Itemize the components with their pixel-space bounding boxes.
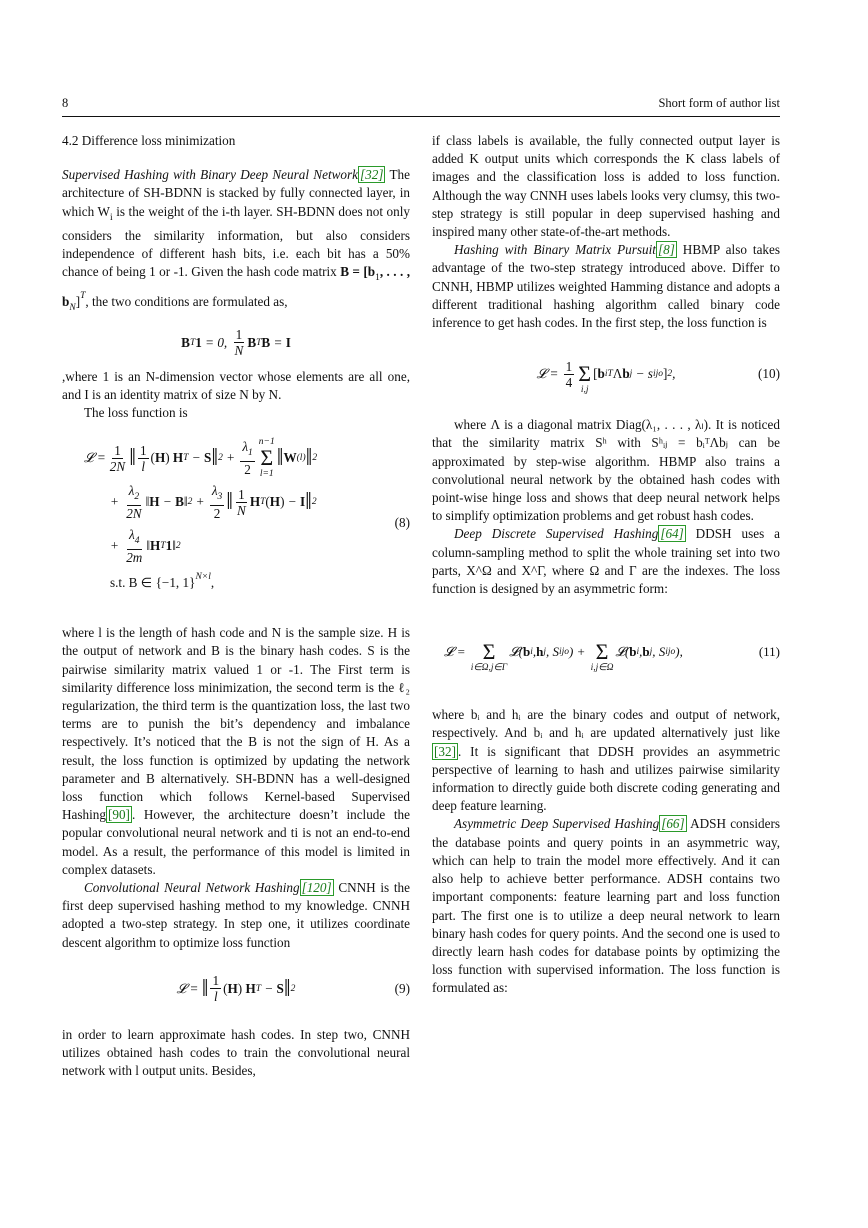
paragraph-ddsh: [432, 525, 780, 598]
paragraph-cnnh-step-two: in order to learn approximate hash codes. In step two, CNNH utilizes obtained hash codes to train the convolutional neural network with l output units. Besides,: [62, 1026, 410, 1079]
equation-number: (8): [394, 515, 410, 531]
citation-link[interactable]: [120]: [301, 880, 332, 896]
citation-link[interactable]: [64]: [660, 526, 684, 542]
equation-9: 𝓛 = ‖ $\frac{1}{l}$ ( H ) H T − S ‖ 2 (9): [176, 973, 410, 1005]
equation-11: 𝓛 = Σ i∈Ω,j∈Γ 𝓛( b i , h j , S ij o ) + Σ i,j∈Ω 𝓛( b i , b j , S ij o ), (11): [444, 639, 780, 674]
section-heading: 4.2 Difference loss minimization: [62, 133, 236, 148]
paragraph-hbmp-analysis: where Λ is a diagonal matrix Diag(λ₁, . . . , λₗ). It is noticed that the similarity matrix Sʰ with Sʰᵢⱼ = bᵢᵀΛbⱼ can be approximated by step-wise algorithm. HBMP also trains a convolutional neural network by the obtained hash codes with point-wise hinge loss and shows that deep neural network helps to simplify optimization problems and get robust hash codes.: [432, 417, 780, 524]
paragraph-text: CNNH is the first deep supervised hashing method to my knowledge. CNNH adopted a two-step strategy. In step one, it utilizes coordinate descent algorithm to optimize loss function: [62, 880, 410, 950]
method-title: Hashing with Binary Matrix Pursuit: [454, 242, 656, 258]
paragraph-text: is the weight of the i-th layer. SH-BDNN does not only considers the similarity information, but also considers independence of different hash bits, i.e. each bit has a 50% chance of being 1 or -1. Given the hash code matrix: [62, 203, 411, 280]
paragraph-definitions: ,where 1 is an N-dimension vector whose elements are all one, and I is an identity matrix of size N by N.: [62, 368, 410, 402]
method-title: Supervised Hashing with Binary Deep Neural Network: [62, 167, 358, 183]
math-inline: B = [b: [340, 264, 376, 280]
right-column: [432, 132, 780, 998]
paragraph-text: . It is significant that DDSH provides an asymmetric perspective of learning to hash and utilizes pairwise similarity information to directly guide both discrete coding generating and deep feature learning.: [432, 743, 780, 814]
running-title: Short form of author list: [658, 96, 780, 110]
paragraph-text: HBMP also takes advantage of the two-step strategy introduced above. Differ to CNNH, HBMP utilizes weighted Hamming distance and adopts a different traditional hashing algorithm called binary code inference to get hash codes. In the first step, the loss function is: [432, 242, 781, 331]
paragraph-loss-intro: The loss function is: [84, 405, 188, 421]
left-column: [62, 132, 410, 1081]
equation-8-constraint: s.t. B ∈ {−1, 1}$^{N\times l}$,: [110, 572, 215, 591]
paragraph-text: The architecture of SH-BDNN is stacked by fully connected layer, in which W: [62, 167, 411, 219]
paragraph-sh-bdnn: Supervised Hashing with Binary Deep Neural Network [32] The architecture of SH-BDNN is stacked by fully connected layer, in which $W_i$ is the weight of the i-th layer. SH-BDNN does not only considers the similarity information, but also considers independence of different hash bits, i.e. each bit has a 50% chance of being 1 or -1. Given the hash code matrix $B = [b_1$, . . . , $b_N]^T$, the two conditions are formulated as,: [62, 167, 411, 314]
equation-8: 𝓛 = $\frac{1}{2N}$ ‖ $\frac{1}{l}$ ( H ) H T − S ‖ 2 + $\frac{\lambda_1}{2}$ n−1 Σ l=1 ‖ W (l) ‖ 2 + $\frac{\lambda_2}{2N}$ ‖ H − B ‖ 2 + $\frac{\lambda_3}{2}$ ‖ $\frac{1}{N}$ H T ( H ) − I ‖ 2 + $\frac{\lambda_4}{2m}$ ‖ H T 1 ‖ 2 s.t. B ∈ {−1, 1}$^{N\times l}$, (8): [62, 436, 410, 612]
equation-number: (9): [394, 980, 410, 996]
page-header: [62, 96, 780, 114]
paragraph-sh-bdnn-analysis: [62, 624, 410, 879]
equation-10: 𝓛 = $\frac{1}{4}$ Σ i,j [ b i T Λ b j − s ij o ] 2 , (10): [536, 358, 780, 396]
paragraph-hbmp: [432, 241, 780, 332]
equation-conditions: B T 1 = 0, $\frac{1}{N}$ B T B = I: [181, 327, 291, 359]
paragraph-ddsh-analysis: [432, 706, 780, 815]
paragraph-cnnh: [62, 879, 410, 952]
citation-link[interactable]: [8]: [657, 242, 675, 258]
equation-number: (10): [758, 366, 780, 382]
equation-number: (11): [758, 644, 780, 660]
math-inline: ]: [75, 294, 81, 310]
subscript: i: [110, 212, 113, 223]
constraint-superscript: N×l: [195, 572, 211, 583]
paragraph-text: ADSH considers the database points and query points in an asymmetric way, which can help to train the model more effectively. And it can also help to achieve better performance. ADSH contains two important components: feature learning part and loss function part. The first one is to utilize a deep neural network to learn binary hash codes for query points. And the second one is used to directly learn hash codes for database points by optimizing the loss function with supervised information. The loss function is formulated as:: [432, 816, 781, 996]
citation-link[interactable]: [32]: [434, 743, 456, 759]
math-inline: , . . . , b: [62, 264, 411, 310]
citation-link[interactable]: [32]: [360, 167, 384, 183]
citation-link[interactable]: [90]: [107, 807, 130, 823]
citation-link[interactable]: [66]: [661, 816, 685, 832]
page-number: 8: [62, 96, 69, 110]
method-title: Deep Discrete Supervised Hashing: [454, 526, 659, 542]
method-title: Asymmetric Deep Supervised Hashing: [454, 816, 660, 832]
constraint-text: s.t. B ∈ {−1, 1}: [110, 575, 196, 591]
paragraph-adsh: [432, 815, 780, 997]
paragraph-text: where bᵢ and hᵢ are the binary codes and output of network, respectively. And bᵢ and hᵢ are updated alternatively just like: [432, 707, 780, 741]
paragraph-text: , the two conditions are formulated as,: [85, 294, 288, 310]
paragraph-cnnh-continued: if class labels is available, the fully connected output layer is added K output units which corresponds the K class labels of images and the classification loss is added to loss function. Although the way CNNH uses labels looks very clumsy, this two-step strategy is still popular in deep supervised hashing and inspired many other state-of-the-art methods.: [432, 133, 780, 240]
paragraph-text: . However, the architecture doesn’t include the popular convolutional neural network and ti is not an end-to-end model. As a result, the performance of this model is limited in complex datasets.: [62, 807, 410, 877]
paragraph-text: DDSH uses a column-sampling method to split the whole training set into two parts, X^Ω and X^Γ, where Ω and Γ are the indexes. The loss function is designed by an asymmetric form:: [432, 526, 780, 597]
paragraph-text: where l is the length of hash code and N is the sample size. H is the output of network and B is the binary hash codes. S is the pairwise similarity matrix valued 1 or -1. The First term is similarity difference loss minimization, the second term is the ℓ₂ regularization, the third term is the quantization loss, the last two terms are to punish the bit’s dependency and imbalance respectively. It’s noticed that the B is not the sign of H. As a result, the loss function is optimized by updating the network parameter and B alternatively. SH-BDNN has a well-designed loss function which follows Kernel-based Supervised Hashing: [62, 625, 410, 823]
header-rule: [62, 116, 780, 117]
method-title: Convolutional Neural Network Hashing: [84, 880, 300, 896]
